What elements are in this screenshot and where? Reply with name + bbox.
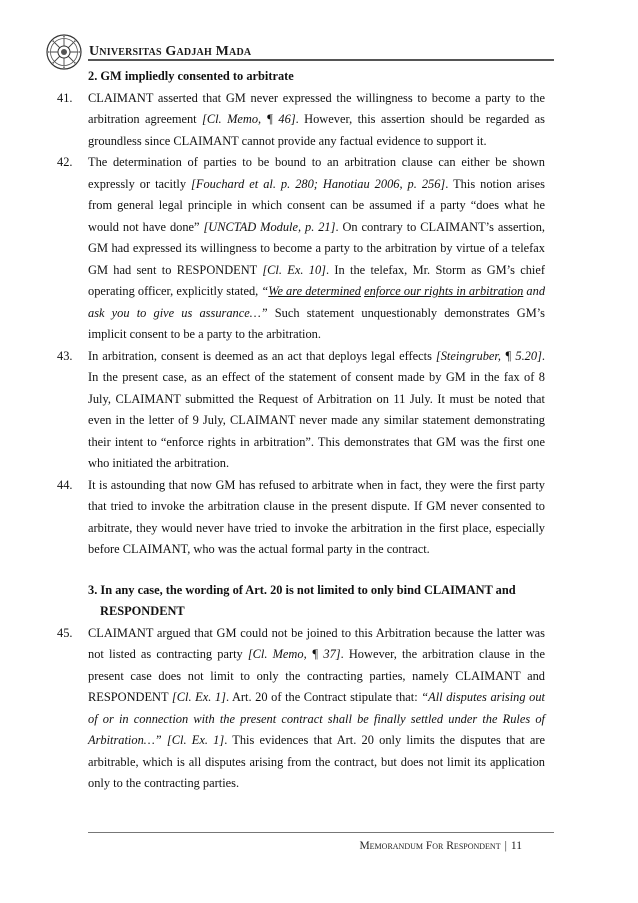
quote: and ask you to give us assurance…” xyxy=(88,284,546,320)
paragraph-text: . This notion arises from general legal principle in which consent can be assumed if a party “does what he would not have done” xyxy=(88,176,545,234)
paragraph-text: . However, the arbitration clause in the present case does not limit to only the contracting parties, namely CLAIMANT and RESPONDENT xyxy=(88,647,545,704)
paragraph-number: 42. xyxy=(57,155,73,169)
citation: [Cl. Memo, ¶ 37] xyxy=(247,647,341,661)
paragraph-number: 44. xyxy=(57,477,73,492)
quote: “ xyxy=(261,284,269,298)
paragraph-number: 41. xyxy=(57,90,73,105)
paragraph-44 xyxy=(57,475,545,561)
paragraph-41 xyxy=(57,88,545,153)
paragraph-text: Such statement unquestionably demonstrates GM’s implicit consent to be a party to the arbitration. xyxy=(88,305,545,341)
page-footer xyxy=(359,840,522,852)
heading-line: 3. In any case, the wording of Art. 20 is not limited to only bind CLAIMANT and xyxy=(88,582,516,597)
citation: [Cl. Ex. 10] xyxy=(262,262,326,277)
quote-underlined: We are determined xyxy=(268,284,361,298)
paragraph-text: . However, this assertion should be regarded as groundless since CLAIMANT cannot provide any factual evidence to support it. xyxy=(88,112,545,148)
university-seal-icon xyxy=(46,34,82,70)
paragraph-text: The determination of parties to be bound to an arbitration clause can either be shown expressly or tacitly xyxy=(88,155,545,191)
paragraph-43 xyxy=(57,346,545,475)
footer-rule xyxy=(88,832,554,833)
paragraph-number: 45. xyxy=(57,625,73,640)
paragraph-text: It is astounding that now GM has refused to arbitrate when in fact, they were the first party that tried to invoke the arbitration clause in the present dispute. If GM never consented to arbitrate, they would never have tried to invoke the arbitration in the first place, especially before CLAIMANT, who was the actual formal party in the contract. xyxy=(88,477,545,556)
paragraph-text: In arbitration, consent is deemed as an act that deploys legal effects xyxy=(88,348,436,363)
paragraph-42 xyxy=(57,152,545,346)
paragraph-text: . Art. 20 of the Contract stipulate that: xyxy=(225,690,422,704)
quote-underlined: enforce our rights in arbitration xyxy=(364,284,524,298)
section-gap xyxy=(57,561,545,580)
citation: [Cl. Memo, ¶ 46] xyxy=(202,112,296,126)
paragraph-text: CLAIMANT argued that GM could not be joined to this Arbitration because the latter was not listed as contracting party xyxy=(88,625,545,661)
paragraph-text: . In the telefax, Mr. Storm as GM’s chief operating officer, explicitly stated, xyxy=(88,262,546,298)
paragraph-text: . This evidences that Art. 20 only limits the disputes that are arbitrable, which is all disputes arising from the contract, but does not limit its application only to the contracting parties. xyxy=(88,733,545,790)
paragraph-text: CLAIMANT asserted that GM never expressed the willingness to become a party to the arbitration agreement xyxy=(88,90,545,126)
section-heading-3 xyxy=(57,580,545,623)
paragraph-45 xyxy=(57,623,545,795)
quote: “All disputes arising out of or in connection with the present contract shall be finally settled under the Rules of Arbitration…” xyxy=(88,690,545,747)
paragraph-text: . On contrary to CLAIMANT’s assertion, GM had expressed its willingness to become a party to the arbitration by virtue of a telefax GM had sent to RESPONDENT xyxy=(88,219,545,277)
header-rule xyxy=(88,59,554,61)
citation: [Cl. Ex. 1] xyxy=(166,733,225,747)
paragraph-number: 43. xyxy=(57,348,73,363)
citation: [UNCTAD Module, p. 21] xyxy=(203,219,336,234)
footer-separator: | xyxy=(504,840,507,852)
document-body xyxy=(57,66,545,795)
footer-label: Memorandum For Respondent xyxy=(359,840,501,852)
page-number: 11 xyxy=(510,840,522,852)
heading-line: RESPONDENT xyxy=(100,604,185,618)
citation: [Cl. Ex. 1] xyxy=(171,690,226,704)
citation: [Steingruber, ¶ 5.20] xyxy=(435,348,542,363)
citation: [Fouchard et al. p. 280; Hanotiau 2006, p. 256] xyxy=(191,176,446,191)
paragraph-text: . In the present case, as an effect of the statement of consent made by GM in the fax of 8 July, CLAIMANT submitted the Request of Arbitration on 11 July. It must be noted that even in the letter of 9 July, CLAIMANT never made any similar statement demonstrating their intent to “enforce rights in arbitration”. This demonstrates that GM was the first one who initiated the arbitration. xyxy=(88,348,545,470)
university-name: Universitas Gadjah Mada xyxy=(89,44,252,59)
section-heading-2: 2. GM impliedly consented to arbitrate xyxy=(88,69,294,83)
